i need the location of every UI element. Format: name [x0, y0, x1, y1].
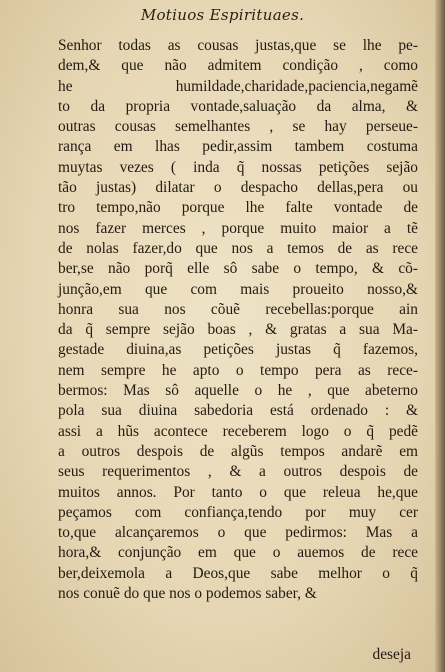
text-line: nos fazer merces , porque muito maior a tẽ	[58, 219, 418, 237]
page-gutter-shadow	[435, 0, 445, 672]
text-line: to,que alcançaremos o que pedirmos: Mas a	[58, 524, 418, 542]
text-line: honra sua nos cõuẽ recebellas:porque ain	[58, 300, 418, 318]
text-line: ber,se não porq̃ elle sô sabe o tempo, & cõ-	[58, 260, 418, 278]
running-header: Motiuos Espirituaes.	[140, 6, 305, 24]
text-line: junção,em que com mais proueito nosso,&	[58, 280, 418, 298]
text-line: Senhor todas as cousas justas,que se lhe pe-	[58, 37, 418, 54]
text-line: peçamos com confiança,tendo por muy cer	[58, 503, 418, 521]
text-line: outras cousas semelhantes , se hay perseue-	[58, 118, 418, 136]
text-line: da q̃ sempre sejão boas , & gratas a sua Ma-	[58, 321, 418, 339]
text-line: tro tempo,não porque lhe falte vontade de	[58, 199, 418, 217]
text-line: nem sempre he apto o tempo pera as rece-	[58, 361, 418, 379]
text-line: de nolas fazer,do que nos a temos de as rece	[58, 239, 418, 257]
text-line: pola sua diuina sabedoria está ordenado : &	[58, 402, 418, 420]
text-line: tão justas) dilatar o despacho dellas,pera ou	[58, 179, 418, 197]
text-line: bermos: Mas sô aquelle o he , que abeterno	[58, 382, 418, 400]
text-line: to da propria vontade,saluação da alma, &	[58, 97, 418, 115]
text-line: assi a hũs acontece receberem logo o q̃ pedẽ	[58, 422, 418, 440]
text-line: rança em lhas pedir,assim tambem costuma	[58, 138, 418, 156]
text-line: muytas vezes ( inda q̃ nossas petições sejão	[58, 158, 418, 176]
text-line: muitos annos. Por tanto o que releua he,que	[58, 483, 418, 501]
text-line: he humildade,charidade,paciencia,negamẽ	[58, 77, 418, 95]
text-line: gestade diuina,as petições justas q̃ fazemos,	[58, 341, 418, 359]
text-line: a outros despois de algũs tempos andarẽ em	[58, 442, 418, 460]
body-text	[58, 36, 418, 604]
catchword: deseja	[372, 646, 411, 663]
text-line: ber,deixemola a Deos,que sabe melhor o q̃	[58, 564, 418, 582]
text-line: seus requerimentos , & a outros despois de	[58, 463, 418, 481]
text-line: nos conuẽ do que nos o podemos saber, &	[58, 585, 317, 603]
text-line: hora,& conjunção em que o auemos de rece	[58, 544, 418, 562]
text-line: dem,& que não admitem condição , como	[58, 57, 418, 75]
